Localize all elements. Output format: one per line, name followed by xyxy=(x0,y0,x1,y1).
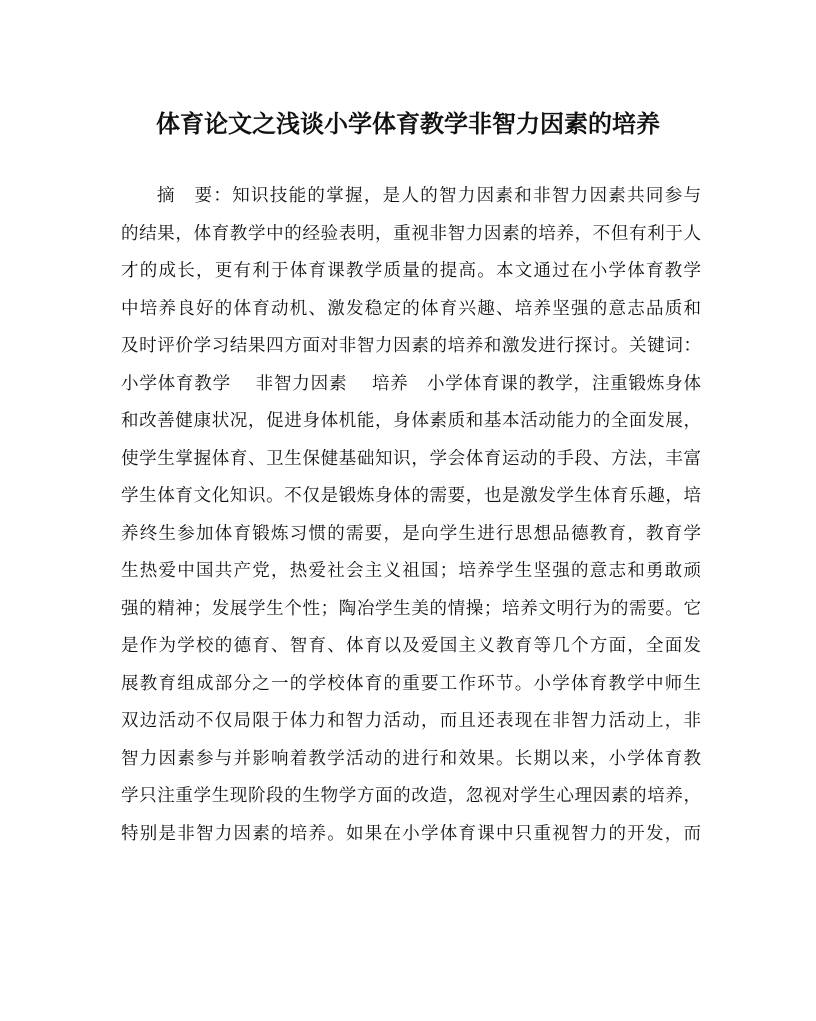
body-line: 摘 要：知识技能的掌握，是人的智力因素和非智力因素共同参与 xyxy=(157,186,701,206)
body-line: 学只注重学生现阶段的生物学方面的改造，忽视对学生心理因素的培养， xyxy=(121,786,701,806)
body-line: 生热爱中国共产党，热爱社会主义祖国；培养学生坚强的意志和勇敢顽 xyxy=(121,561,701,581)
body-line: 中培养良好的体育动机、激发稳定的体育兴趣、培养坚强的意志品质和 xyxy=(121,298,701,319)
body-line: 小学体育教学 非智力因素 培养 小学体育课的教学，注重锻炼身体 xyxy=(121,373,701,394)
body-line: 展教育组成部分之一的学校体育的重要工作环节。小学体育教学中师生 xyxy=(121,673,701,694)
body-line: 学生体育文化知识。不仅是锻炼身体的需要，也是激发学生体育乐趣，培 xyxy=(121,486,701,506)
body-line: 养终生参加体育锻炼习惯的需要，是向学生进行思想品德教育，教育学 xyxy=(121,523,701,544)
body-line: 和改善健康状况，促进身体机能，身体素质和基本活动能力的全面发展， xyxy=(121,411,701,431)
body-line: 及时评价学习结果四方面对非智力因素的培养和激发进行探讨。关键词： xyxy=(121,336,701,356)
body-line: 是作为学校的德育、智育、体育以及爱国主义教育等几个方面，全面发 xyxy=(121,636,701,656)
body-line: 才的成长，更有利于体育课教学质量的提高。本文通过在小学体育教学 xyxy=(121,261,701,281)
document-title: 体育论文之浅谈小学体育教学非智力因素的培养 xyxy=(156,109,660,138)
body-line: 双边活动不仅局限于体力和智力活动，而且还表现在非智力活动上，非 xyxy=(121,711,701,731)
body-line: 使学生掌握体育、卫生保健基础知识，学会体育运动的手段、方法，丰富 xyxy=(121,448,701,469)
body-line: 智力因素参与并影响着教学活动的进行和效果。长期以来，小学体育教 xyxy=(121,748,701,769)
body-line: 强的精神；发展学生个性；陶冶学生美的情操；培养文明行为的需要。它 xyxy=(121,598,701,619)
body-line: 特别是非智力因素的培养。如果在小学体育课中只重视智力的开发，而 xyxy=(121,823,701,844)
document-body xyxy=(121,178,701,853)
body-line: 的结果，体育教学中的经验表明，重视非智力因素的培养，不但有利于人 xyxy=(121,223,701,244)
